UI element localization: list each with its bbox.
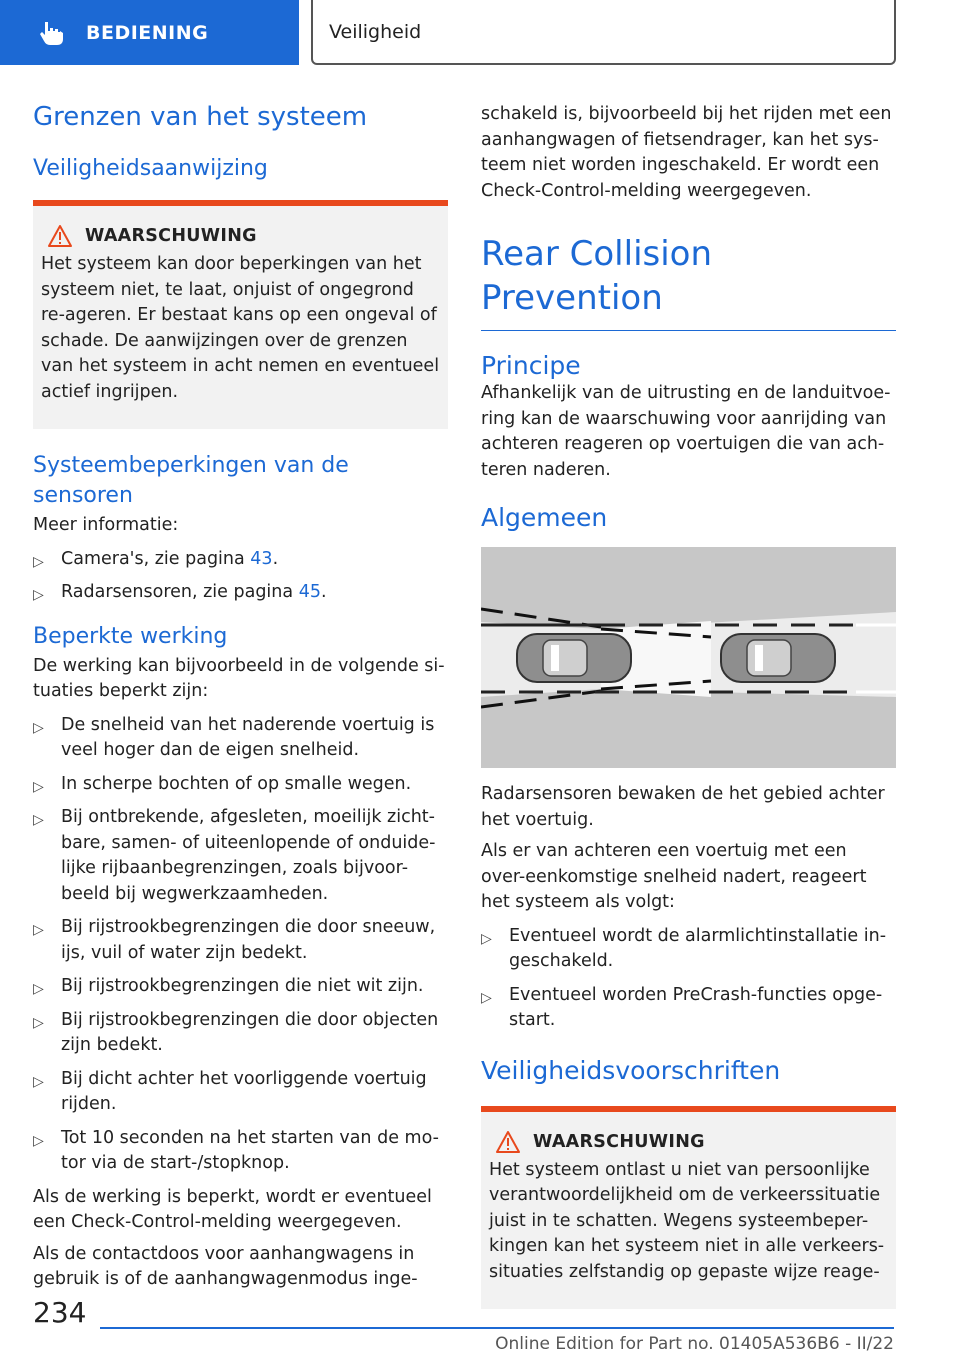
rear-car-icon xyxy=(517,634,631,682)
section-label: Veiligheid xyxy=(329,20,422,43)
list-item: ▷ Bij rijstrookbegrenzingen die door sneeuw, ijs, vuil of water zijn bedekt. xyxy=(33,917,436,963)
triangle-bullet-icon: ▷ xyxy=(33,1132,44,1149)
left-column xyxy=(33,92,448,1293)
reaction-list xyxy=(481,924,896,1034)
warning-box-2 xyxy=(481,1106,896,1310)
section-tab[interactable] xyxy=(311,0,896,65)
warning-triangle-icon xyxy=(495,1130,521,1154)
hand-pointer-icon xyxy=(36,18,66,48)
principle-text: Afhankelijk van de uitrusting en de landuitvoe-ring kan de waarschuwing voor aanrijding van achteren reageren op voertuigen die van ach-teren naderen. xyxy=(481,383,891,480)
triangle-bullet-icon: ▷ xyxy=(33,587,44,603)
heading-sensor-limits: Systeembeperkingen van de sensoren xyxy=(33,453,349,508)
triangle-bullet-icon: ▷ xyxy=(33,1073,44,1090)
heading-principle: Principe xyxy=(481,351,581,380)
warning-box-1 xyxy=(33,200,448,429)
triangle-bullet-icon: ▷ xyxy=(33,778,44,795)
list-item: ▷ Camera's, zie pagina 43. xyxy=(33,547,448,573)
list-item: ▷ Bij dicht achter het voorliggende voertuig rijden. xyxy=(33,1068,427,1114)
triangle-bullet-icon: ▷ xyxy=(33,922,44,938)
page-number: 234 xyxy=(33,1296,87,1329)
list-item: ▷ Eventueel wordt de alarmlichtinstallatie in-geschakeld. xyxy=(481,925,887,971)
warning-header xyxy=(41,224,440,248)
warning-title: WAARSCHUWING xyxy=(533,1131,705,1152)
general-text-2: Als er van achteren een voertuig met een over-eenkomstige snelheid nadert, reageert het systeem als volgt: xyxy=(481,841,867,912)
general-text-1: Radarsensoren bewaken de het gebied achter het voertuig. xyxy=(481,784,885,830)
right-column xyxy=(481,92,896,1309)
list-item: ▷ Bij rijstrookbegrenzingen die niet wit zijn. xyxy=(33,974,448,1000)
after-text-2: Als de contactdoos voor aanhangwagens in gebruik is of de aanhangwagenmodus inge- xyxy=(33,1243,418,1289)
sensor-list xyxy=(33,547,448,606)
road-diagram xyxy=(481,547,896,768)
heading-general: Algemeen xyxy=(481,503,608,532)
triangle-bullet-icon: ▷ xyxy=(481,930,492,947)
triangle-bullet-icon: ▷ xyxy=(33,1014,44,1031)
after-text-1: Als de werking is beperkt, wordt er eventueel een Check-Control-melding weergegeven. xyxy=(33,1186,432,1232)
triangle-bullet-icon: ▷ xyxy=(33,812,44,828)
warning-text: Het systeem kan door beperkingen van het systeem niet, te laat, onjuist of ongegrond re-ageren. Er bestaat kans op een ongeval of schade. De aanwijzingen over de grenzen van het systeem in acht nemen en eventueel actief ingrijpen. xyxy=(41,254,440,402)
page-link-43[interactable]: 43 xyxy=(250,548,273,569)
own-car-icon xyxy=(721,634,835,682)
list-item: ▷ Radarsensoren, zie pagina 45. xyxy=(33,580,448,606)
warning-header xyxy=(489,1130,888,1154)
triangle-bullet-icon: ▷ xyxy=(33,981,44,997)
triangle-bullet-icon: ▷ xyxy=(33,719,44,736)
heading-rcp: Rear Collision Prevention xyxy=(481,232,896,331)
continued-text: schakeld is, bijvoorbeeld bij het rijden met een aanhangwagen of fietsendrager, kan het sys-teem niet worden ingeschakeld. Er wordt een Check-Control-melding weergegeven. xyxy=(481,104,892,201)
heading-safety-rules: Veiligheidsvoorschriften xyxy=(481,1055,781,1085)
heading-limited: Beperkte werking xyxy=(33,623,228,649)
page-link-45[interactable]: 45 xyxy=(298,582,321,602)
warning-triangle-icon xyxy=(47,224,73,248)
situation-list xyxy=(33,713,448,1177)
chapter-label: BEDIENING xyxy=(86,21,209,44)
footer-rule xyxy=(100,1327,894,1329)
heading-limits: Grenzen van het systeem xyxy=(33,102,368,132)
limited-intro: De werking kan bijvoorbeeld in de volgende si-tuaties beperkt zijn: xyxy=(33,655,445,701)
list-item: ▷ Bij rijstrookbegrenzingen die door objecten zijn bedekt. xyxy=(33,1009,439,1055)
list-item: ▷ Bij ontbrekende, afgesleten, moeilijk zicht-bare, samen- of uiteenlopende of onduide-lijke rijbaanbegrenzingen, zoals bijvoor-beeld bij wegwerkzaamheden. xyxy=(33,807,436,904)
list-item: ▷ In scherpe bochten of op smalle wegen. xyxy=(33,772,448,798)
list-item: ▷ Tot 10 seconden na het starten van de mo-tor via de start-/stopknop. xyxy=(33,1127,439,1173)
heading-safety-note: Veiligheidsaanwijzing xyxy=(33,156,268,181)
warning-text: Het systeem ontlast u niet van persoonlijke verantwoordelijkheid om de verkeerssituatie juist in te schatten. Wegens systeembeper-kingen kan het systeem niet in alle verkeers-situaties zelfstandig op gepaste wijze reage- xyxy=(489,1159,885,1282)
more-info-text: Meer informatie: xyxy=(33,515,179,535)
rear-collision-illustration xyxy=(481,547,896,768)
warning-title: WAARSCHUWING xyxy=(85,226,257,246)
chapter-tab[interactable] xyxy=(0,0,299,65)
triangle-bullet-icon: ▷ xyxy=(481,989,492,1006)
list-item: ▷ Eventueel worden PreCrash-functies opge-start. xyxy=(481,984,883,1030)
triangle-bullet-icon: ▷ xyxy=(33,553,44,570)
list-item: ▷ De snelheid van het naderende voertuig is veel hoger dan de eigen snelheid. xyxy=(33,714,435,760)
footer-edition: Online Edition for Part no. 01405A536B6 - II/22 xyxy=(495,1334,894,1354)
